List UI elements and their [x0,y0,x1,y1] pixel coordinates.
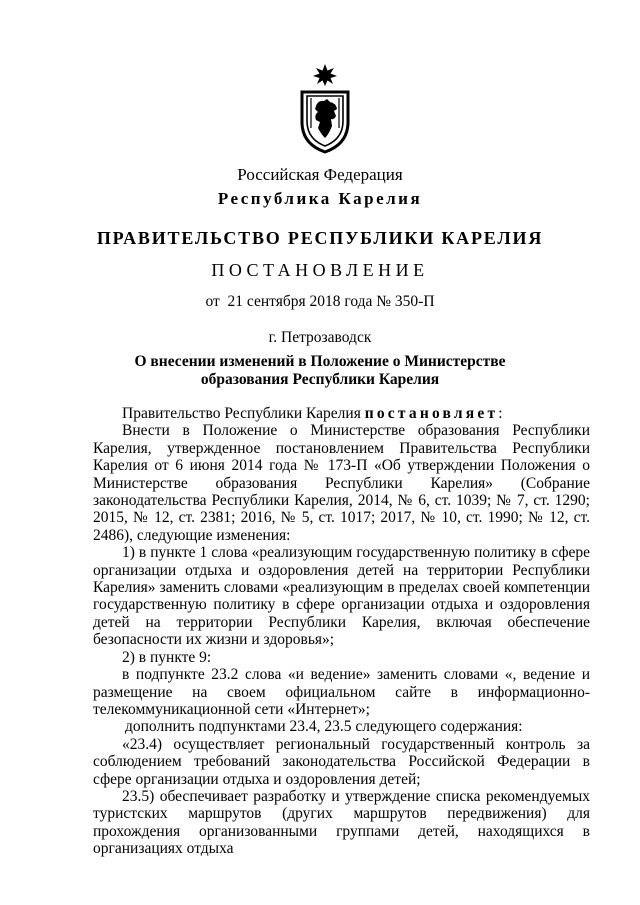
intro-prefix: Правительство Республики Карелия [122,405,365,422]
body-paragraph: «23.4) осуществляет региональный государственный контроль за соблюдением требований законодательства Российской Федерации в сфере организации отдыха и оздоровления детей; [93,735,590,788]
body-paragraph: 23.5) обеспечивает разработку и утверждение списка рекомендуемых туристских маршрутов (других маршрутов передвижения) для прохождения организованными группами детей, находящихся в организациях отдыха [93,787,590,858]
intro-keyword: постановляет [364,405,499,422]
city-line: г. Петрозаводск [268,329,372,346]
government-heading: ПРАВИТЕЛЬСТВО РЕСПУБЛИКИ КАРЕЛИЯ [96,228,544,248]
intro-suffix: : [498,405,503,422]
karelia-coat-of-arms-icon [296,62,354,154]
body-paragraph: 2) в пункте 9: [122,648,212,666]
document-body [93,405,590,858]
body-paragraph: Внести в Положение о Министерстве образования Республики Карелия, утвержденное постановлением Правительства Республики Карелия от 6 июня 2014 года № 173-П «Об утверждении Положения о Министерстве образования Республики Карелия» (Собрание законодательства Республики Карелия, 2014, № 6, ст. 1039; № 7, ст. 1290; 2015, № 12, ст. 2381; 2016, № 5, ст. 1017; 2017, № 10, ст. 1990; № 12, ст. 2486), следующие изменения: [93,422,590,544]
title-line: О внесении изменений в Положение о Министерстве [134,353,506,370]
document-title [0,353,640,389]
body-paragraph: в подпункте 23.2 слова «и ведение» заменить словами «, ведение и размещение на своем официальном сайте в информационно-телекоммуникационной сети «Интернет»; [93,666,590,718]
title-line: образования Республики Карелия [200,371,440,388]
intro-paragraph [93,405,590,422]
body-paragraph: дополнить подпунктами 23.4, 23.5 следующего содержания: [125,718,523,736]
country-heading: Российская Федерация [237,165,403,184]
body-paragraph: 1) в пункте 1 слова «реализующим государственную политику в сфере организации отдыха и оздоровления детей на территории Республики Карелия» заменить словами «реализующим в пределах своей компетенции государственную политику в сфере организации отдыха и оздоровления детей на территории Республики Карелия, включая обеспечение безопасности их жизни и здоровья»; [93,544,590,649]
document-kind: ПОСТАНОВЛЕНИЕ [211,260,429,280]
date-number-line: от 21 сентября 2018 года № 350-П [205,293,435,310]
republic-heading: Республика Карелия [217,189,423,208]
